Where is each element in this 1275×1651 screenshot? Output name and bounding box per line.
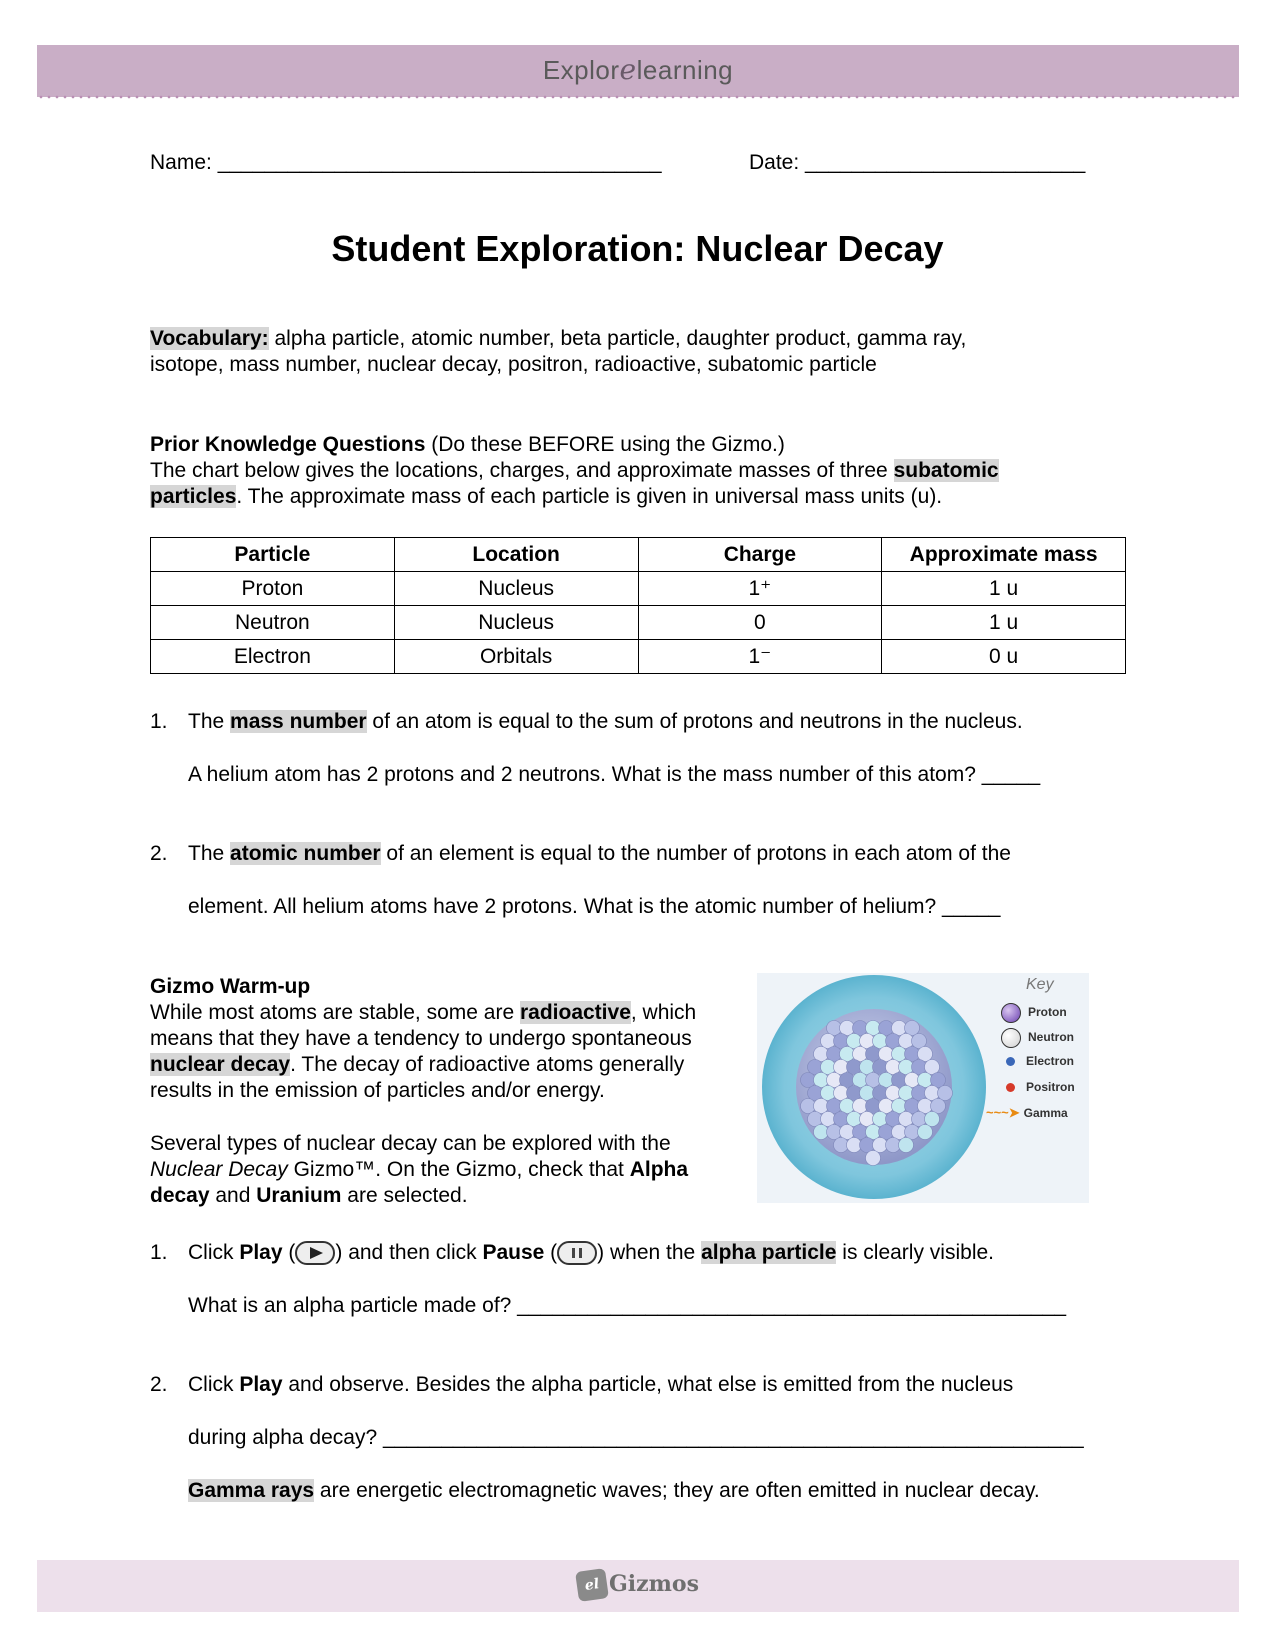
- footer-band: [37, 1560, 1239, 1612]
- prior-knowledge-line-1: The chart below gives the locations, charges, and approximate masses of three subatomic: [150, 459, 999, 482]
- table-cell: 1⁺: [638, 572, 882, 606]
- table-cell: 1 u: [882, 572, 1126, 606]
- warmup-question-2-line-2[interactable]: during alpha decay? ____________________________________________________________: [188, 1426, 1084, 1449]
- table-header: Location: [394, 538, 638, 572]
- vocabulary-label: Vocabulary:: [150, 327, 269, 350]
- date-label: Date:: [749, 151, 800, 174]
- warmup-question-1-line-1: Click Play ( ) and then click Pause ( ) when the alpha particle is clearly visible.: [188, 1241, 994, 1264]
- nucleon: [938, 1086, 953, 1101]
- warmup-p2-line-2: Nuclear Decay Gizmo™. On the Gizmo, check that Alpha: [150, 1158, 689, 1181]
- proton-icon: [1001, 1003, 1021, 1023]
- warmup-p2-line-3: decay and Uranium are selected.: [150, 1184, 468, 1207]
- warmup-p2-line-1: Several types of nuclear decay can be explored with the: [150, 1132, 671, 1155]
- table-cell: Electron: [151, 640, 395, 674]
- question-number: 2.: [150, 1373, 168, 1396]
- key-item-proton: Proton: [1001, 1003, 1067, 1023]
- name-label: Name:: [150, 151, 212, 174]
- question-number: 1.: [150, 1241, 168, 1264]
- date-field[interactable]: [749, 150, 1085, 176]
- table-cell: Nucleus: [394, 572, 638, 606]
- nuclear-decay-gizmo-figure: [757, 973, 1089, 1203]
- electron-icon: [1006, 1057, 1015, 1066]
- key-title: Key: [1026, 976, 1054, 993]
- table-cell: Orbitals: [394, 640, 638, 674]
- key-item-gamma: ~~~➤ Gamma: [986, 1105, 1068, 1120]
- warmup-line-1: While most atoms are stable, some are radioactive, which: [150, 1001, 697, 1024]
- question-1-line-1: The mass number of an atom is equal to the sum of protons and neutrons in the nucleus.: [188, 710, 1023, 733]
- gizmos-logo: el Gizmos: [37, 1570, 1239, 1600]
- warmup-line-2: means that they have a tendency to undergo spontaneous: [150, 1027, 692, 1050]
- gamma-rays-note: Gamma rays are energetic electromagnetic waves; they are often emitted in nuclear decay.: [188, 1479, 1040, 1502]
- key-item-electron: Electron: [1001, 1054, 1074, 1068]
- table-cell: Neutron: [151, 606, 395, 640]
- nucleon: [866, 1151, 881, 1166]
- name-field[interactable]: [150, 150, 662, 176]
- table-header: Charge: [638, 538, 882, 572]
- table-header: Particle: [151, 538, 395, 572]
- prior-knowledge-line-2: particles. The approximate mass of each particle is given in universal mass units (u).: [150, 485, 943, 508]
- question-2-line-1: The atomic number of an element is equal to the number of protons in each atom of the: [188, 842, 1011, 865]
- key-item-positron: Positron: [1001, 1080, 1075, 1094]
- table-row: [151, 606, 1126, 640]
- gamma-icon: ~~~➤: [986, 1105, 1020, 1120]
- table-cell: 0 u: [882, 640, 1126, 674]
- name-blank[interactable]: ______________________________________: [217, 151, 662, 174]
- header-band: [37, 45, 1239, 97]
- table-cell: Proton: [151, 572, 395, 606]
- vocabulary-line-1: Vocabulary: alpha particle, atomic number, beta particle, daughter product, gamma ray,: [150, 327, 967, 350]
- vocabulary-line-2: isotope, mass number, nuclear decay, positron, radioactive, subatomic particle: [150, 353, 877, 376]
- page-title: Student Exploration: Nuclear Decay: [331, 228, 944, 269]
- table-header-row: [151, 538, 1126, 572]
- play-icon: [295, 1241, 335, 1265]
- question-2-line-2[interactable]: element. All helium atoms have 2 protons. What is the atomic number of helium? _____: [188, 895, 1001, 918]
- warmup-heading: Gizmo Warm-up: [150, 975, 311, 998]
- table-cell: 0: [638, 606, 882, 640]
- table-row: [151, 572, 1126, 606]
- header-dotted-rule: [37, 95, 1239, 99]
- table-row: [151, 640, 1126, 674]
- table-cell: 1 u: [882, 606, 1126, 640]
- table-cell: 1⁻: [638, 640, 882, 674]
- warmup-question-2-line-1: Click Play and observe. Besides the alpha particle, what else is emitted from the nucleus: [188, 1373, 1014, 1396]
- question-number: 1.: [150, 710, 168, 733]
- subatomic-particles-table: [150, 537, 1126, 674]
- warmup-line-4: results in the emission of particles and/or energy.: [150, 1079, 605, 1102]
- nucleon: [918, 1125, 933, 1140]
- question-1-line-2[interactable]: A helium atom has 2 protons and 2 neutrons. What is the mass number of this atom? _____: [188, 763, 1041, 786]
- neutron-icon: [1001, 1028, 1021, 1048]
- warmup-question-1-line-2[interactable]: What is an alpha particle made of? _______________________________________________: [188, 1294, 1067, 1317]
- table-header: Approximate mass: [882, 538, 1126, 572]
- question-number: 2.: [150, 842, 168, 865]
- nucleon: [925, 1112, 940, 1127]
- key-item-neutron: Neutron: [1001, 1028, 1074, 1048]
- pause-icon: [557, 1241, 597, 1265]
- table-cell: Nucleus: [394, 606, 638, 640]
- positron-icon: [1006, 1083, 1015, 1092]
- date-blank[interactable]: ________________________: [805, 151, 1086, 174]
- explorelearning-logo: Explorelearning: [542, 53, 734, 86]
- nucleon: [899, 1138, 914, 1153]
- prior-knowledge-heading: Prior Knowledge Questions (Do these BEFORE using the Gizmo.): [150, 433, 785, 456]
- warmup-line-3: nuclear decay. The decay of radioactive atoms generally: [150, 1053, 685, 1076]
